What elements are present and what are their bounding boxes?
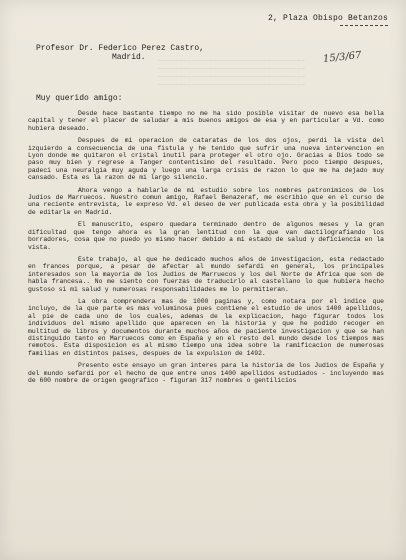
recipient-city: Madrid.	[112, 53, 146, 62]
handwritten-date: 15/3/67	[322, 50, 363, 65]
address-underline	[340, 25, 388, 26]
paragraph-1: Desde hace bastante tiempo no me ha sido posible visitar de nuevo esa bella capital y tener el placer de saludar a mis buenos amigos de esa y en particular a Vd. como hubiera deseado.	[28, 110, 384, 132]
letter-body	[28, 110, 384, 389]
recipient-block	[36, 44, 204, 62]
paragraph-2: Despues de mi operacion de cataratas de los dos ojos, perdi la vista del izquierdo a consecuencia de una fistula y he tenido que sufrir una nueva intervencion en Lyon donde me quitaron el cristal inutil para proteger el otro ojo. Gracias a Dios todo se paso muy bien y regrese a Tanger contentisimo del resultado. Pero poco tiempo despues, padeci una neuralgia muy aguda y luego una larga crisis de razon lo que me ha dejado muy cansado. Esta es la razon de mi largo silencio.	[28, 137, 384, 182]
recipient-name: Profesor Dr. Federico Perez Castro,	[36, 44, 205, 53]
paragraph-5: Este trabajo, al que he dedicado muchos años de investigacion, esta redactado en frances porque, a pesar de afectar al mundo sefardi en general, los principales interesados son la mayoria de los Judios de Marruecos y los del Norte de Africa que son de habla francesa.. No me siento con fuerzas de traducirlo al castellano lo que hubiera hecho gustoso si mi salud y numerosas responsabilidades me lo permitieran.	[28, 255, 384, 293]
paragraph-3: Ahora vengo a hablarle de mi estudio sobre los nombres patronimicos de los Judios de Marruecos. Nuestro comun amigo, Rafael Benazeraf, me escribio que en el curso de una reciente entrevista, le expreso Vd. el deseo de ver publicada esta obra y la posibilidad de editarla en Madrid.	[28, 186, 384, 216]
paragraph-6: La obra comprendera mas de 1000 paginas y, como notara por el indice que incluyo, de la que parte es mas voluminosa pues contiene el estudio de unos 1400 apellidos, al pie de cada uno de los cuales, ademas de la explicacion, hago figurar todos los individuos del mismo apellido que aparecen en la historia y que he podido recoger en multitud de libros y documentos durante muchos años de paciente investigacion y que se han distinguido tanto en Marruecos como en España y en el resto del mundo desde los tiempos mas remotos. Esta disposicion es al mismo tiempo una idea sobre la ramificacion de numerosas familias en distintos paises, despues de la expulsion de 1492.	[28, 297, 384, 357]
salutation: Muy querido amigo:	[36, 94, 123, 103]
address-text: 2, Plaza Obispo Betanzos	[267, 14, 388, 23]
paragraph-7: Presento este ensayo un gran interes para la historia de los Judios de España y del mundo sefardi por el hecho de que entre unos 1400 apellidos estudiados - incluyendo mas de 600 nombre de origen geografico - figuran 317 nombres o gentilicios	[28, 362, 384, 384]
sender-address	[268, 14, 388, 26]
show-through-text: ~~~~~~~~~~~~~~~~~~~~~~~~~~~~~~~~~~~ ~~~~~~~~~~~~~~~~~~~~~~~~~~~~~~~~~~~ ~~~~~~~~~~~~~~~~~~~~~~~~~~~~~~~~~~~ ~~~~~~~~~~~~~~~~~~~~~~~~~~~~~~~~~~~	[158, 58, 306, 90]
paragraph-4: El manuscrito, espero quedara terminado dentro de algunos meses y la gran dificultad que tengo ahora es la gran lentitud con la que van dactilografiando los borradores, cosa que no puedo yo mismo hacer debido a mi estado de salud y deficiencia en la vista.	[28, 221, 384, 251]
